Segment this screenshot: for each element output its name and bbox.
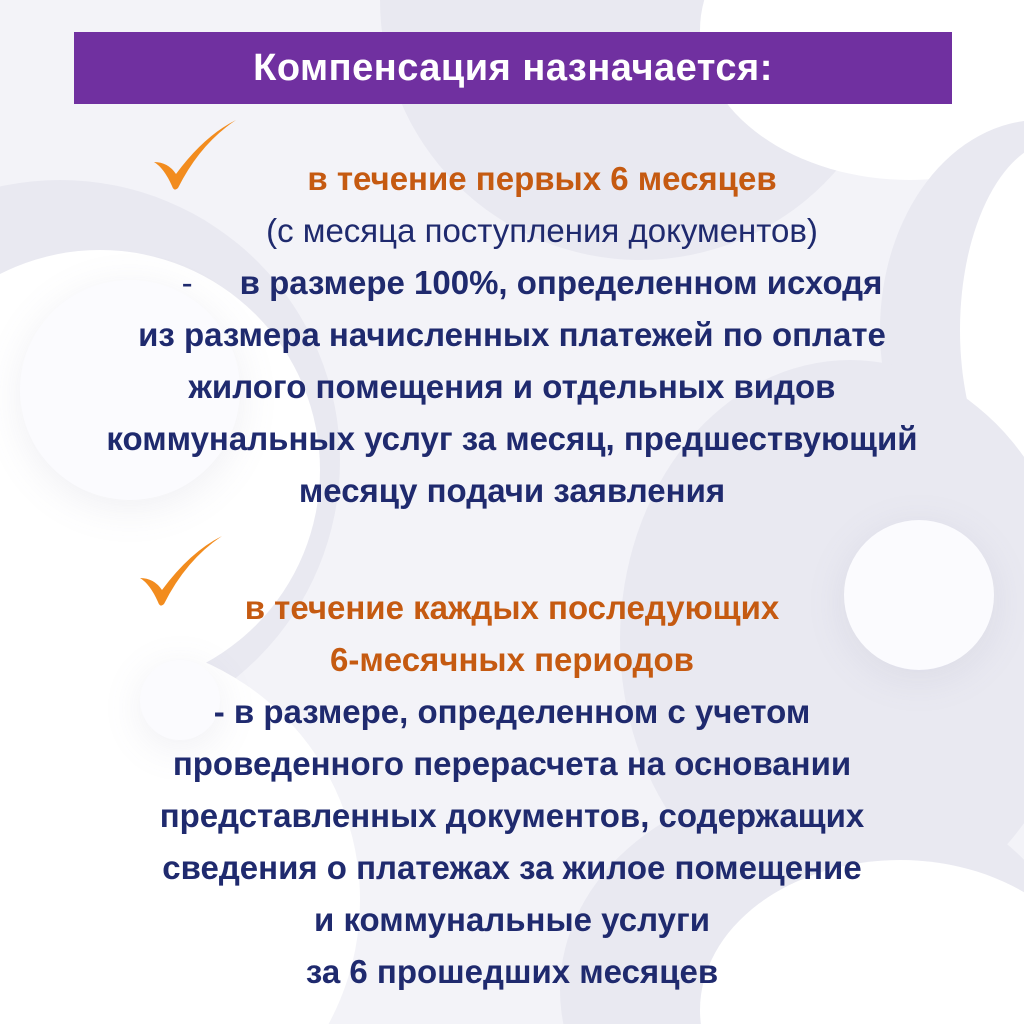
section2-line-5: и коммунальные услуги xyxy=(314,901,710,938)
section1-line-3: жилого помещения и отдельных видов xyxy=(188,368,836,405)
section1-heading: в течение первых 6 месяцев xyxy=(307,160,777,197)
section2-line-6: за 6 прошедших месяцев xyxy=(305,953,719,990)
section1-subheading: (с месяца поступления документов) xyxy=(266,212,818,249)
dash-marker: - xyxy=(181,264,193,301)
section1-line-1-text: в размере 100%, определенном исходя xyxy=(239,264,883,301)
page-title: Компенсация назначается: xyxy=(253,46,773,89)
section1-line-2: из размера начисленных платежей по оплате xyxy=(138,316,886,353)
section-subsequent-periods xyxy=(40,582,984,998)
section2-line-2: проведенного перерасчета на основании xyxy=(172,745,852,782)
section1-line-5: месяцу подачи заявления xyxy=(298,472,726,509)
section2-heading-line-1: в течение каждых последующих xyxy=(244,589,780,626)
title-banner xyxy=(74,32,952,104)
section-first-six-months xyxy=(40,153,984,517)
section2-line-4: сведения о платежах за жилое помещение xyxy=(162,849,862,886)
section1-line-4: коммунальных услуг за месяц, предшествующий xyxy=(106,420,918,457)
section2-line-3: представленных документов, содержащих xyxy=(159,797,865,834)
section2-heading-line-2: 6-месячных периодов xyxy=(330,641,694,678)
section2-line-1: - в размере, определенном с учетом xyxy=(213,693,811,730)
section1-line-1 xyxy=(40,257,984,309)
